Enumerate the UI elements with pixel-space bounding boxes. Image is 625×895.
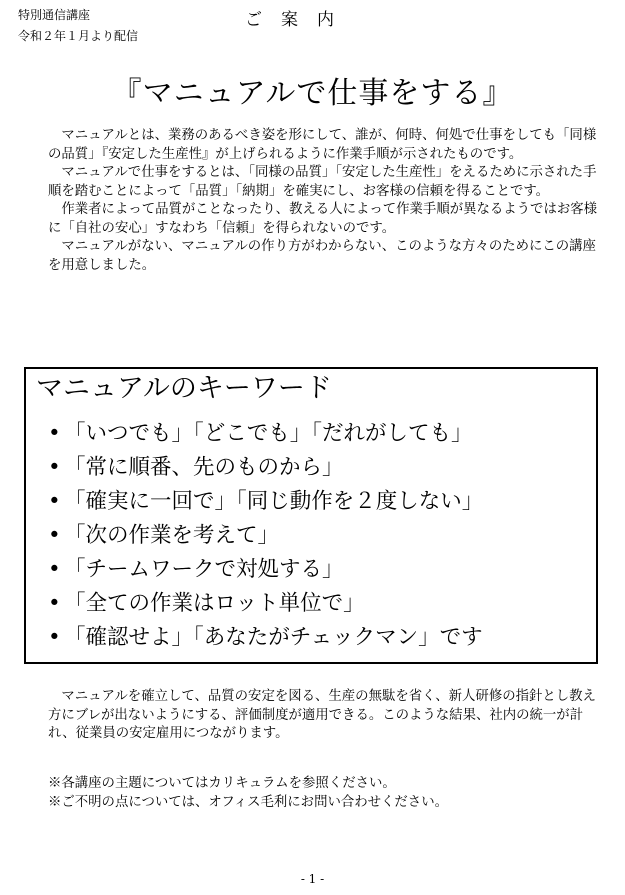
keyword-text: 「常に順番、先のものから」	[64, 455, 344, 480]
keyword-text: 「確実に一回で」「同じ動作を２度しない」	[64, 489, 484, 514]
bullet-icon: •	[48, 557, 61, 582]
keyword-text: 「いつでも」「どこでも」「だれがしても」	[64, 421, 473, 446]
closing-paragraph: マニュアルを確立して、品質の安定を図る、生産の無駄を省く、新人研修の指針とし教え方にブレが出ないようにする、評価制度が適用できる。このような結果、社内の統一が計れ、従業員の安定雇用につながります。	[48, 689, 596, 741]
keyword-item	[48, 485, 483, 519]
page-number: - 1 -	[300, 872, 325, 886]
bullet-icon: •	[48, 591, 61, 616]
keyword-text: 「全ての作業はロット単位で」	[64, 591, 365, 616]
document-title: 『マニュアルで仕事をする』	[111, 76, 514, 111]
notes-section	[48, 775, 600, 812]
keyword-item	[48, 587, 483, 621]
note-line: ※各講座の主題についてはカリキュラムを参照ください。	[48, 776, 396, 791]
keywords-heading: マニュアルのキーワード	[36, 373, 332, 404]
keywords-list	[48, 417, 483, 655]
keyword-text: 「確認せよ」「あなたがチェックマン」です	[64, 625, 483, 650]
keywords-box	[24, 367, 598, 664]
intro-paragraph: マニュアルで仕事をするとは、「同様の品質」「安定した生産性」をえるために示された手順を踏むことによって「品質」「納期」を確実にし、お客様の信頼を得ることです。	[48, 165, 597, 199]
keyword-item	[48, 621, 483, 655]
keyword-item	[48, 553, 483, 587]
intro-section	[48, 127, 600, 275]
bullet-icon: •	[48, 455, 61, 480]
keyword-item	[48, 451, 483, 485]
bullet-icon: •	[48, 625, 61, 650]
guide-heading: ご案内	[245, 10, 353, 30]
bullet-icon: •	[48, 489, 61, 514]
bullet-icon: •	[48, 421, 61, 446]
delivery-date-label: 令和２年１月より配信	[18, 29, 139, 43]
note-line: ※ご不明の点については、オフィス毛利にお問い合わせください。	[48, 794, 448, 810]
keyword-item	[48, 519, 483, 553]
intro-paragraph: 作業者によって品質がことなったり、教える人によって作業手順が異なるようではお客様に「自社の安心」すなわち「信頼」を得られないのです。	[48, 202, 598, 236]
closing-section	[48, 688, 600, 744]
keyword-text: 「チームワークで対処する」	[64, 557, 344, 582]
intro-paragraph: マニュアルがない、マニュアルの作り方がわからない、このような方々のためにこの講座を用意しました。	[48, 239, 596, 273]
intro-paragraph: マニュアルとは、業務のあるべき姿を形にして、誰が、何時、何処で仕事をしても「同様の品質」『安定した生産性』が上げられるように作業手順が示されたものです。	[48, 128, 597, 162]
course-type-label: 特別通信講座	[18, 8, 91, 22]
bullet-icon: •	[48, 523, 61, 548]
keyword-item	[48, 417, 483, 451]
keyword-text: 「次の作業を考えて」	[64, 523, 280, 548]
